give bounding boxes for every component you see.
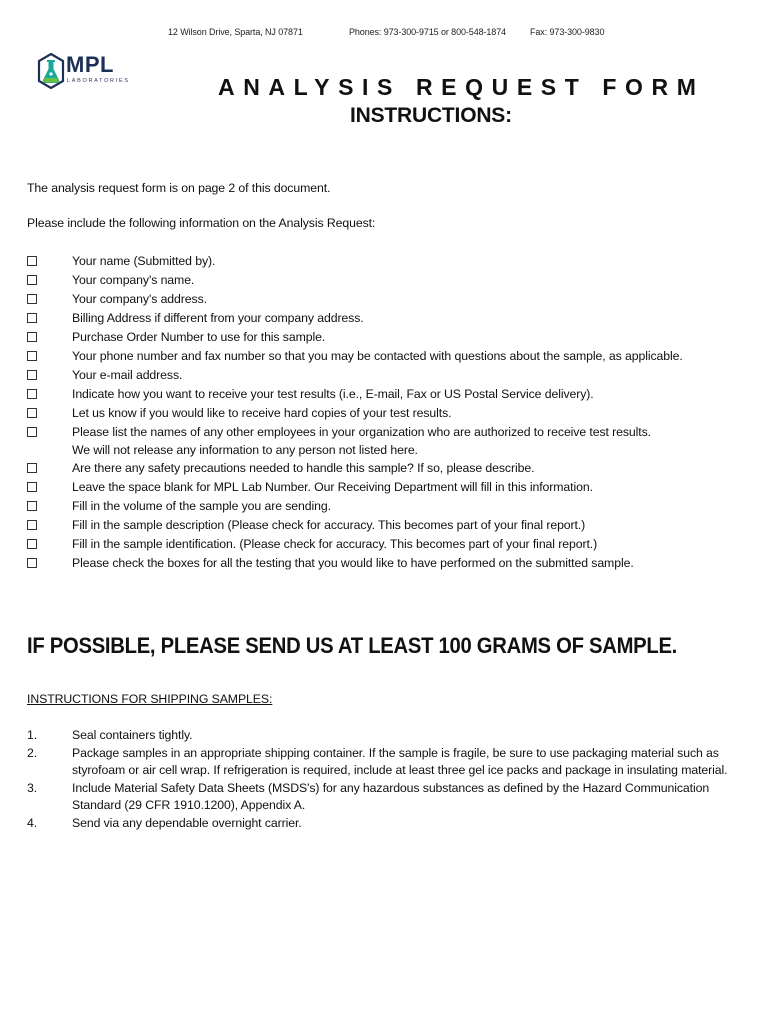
- shipping-step: 3. Include Material Safety Data Sheets (MSDS's) for any hazardous substances as defined by the Hazard Communication Standard (29 CFR 1910.1200), Appendix A.: [27, 780, 710, 812]
- checkbox[interactable]: [27, 408, 37, 418]
- checklist-item: Please list the names of any other employees in your organization who are authorized to receive test results. We will not release any information to any person not listed here.: [27, 424, 747, 460]
- checklist-item: Leave the space blank for MPL Lab Number. Our Receiving Department will fill in this information.: [27, 479, 747, 498]
- shipping-heading: INSTRUCTIONS FOR SHIPPING SAMPLES:: [27, 692, 273, 706]
- checklist-item: Fill in the volume of the sample you are sending.: [27, 498, 747, 517]
- checkbox[interactable]: [27, 294, 37, 304]
- company-fax: Fax: 973-300-9830: [530, 27, 605, 37]
- checkbox[interactable]: [27, 351, 37, 361]
- company-phones: Phones: 973-300-9715 or 800-548-1874: [349, 27, 507, 37]
- checkbox[interactable]: [27, 313, 37, 323]
- shipping-step: 4. Send via any dependable overnight carrier.: [27, 815, 302, 830]
- shipping-step: 1. Seal containers tightly.: [27, 728, 193, 742]
- checklist-item: Indicate how you want to receive your test results (i.e., E-mail, Fax or US Postal Service delivery).: [27, 386, 747, 405]
- intro-line-2: Please include the following information on the Analysis Request:: [27, 216, 376, 230]
- checkbox[interactable]: [27, 256, 37, 266]
- shipping-step: 2. Package samples in an appropriate shipping container. If the sample is fragile, be sure to use packaging material such as styrofoam or air cell wrap. If refrigeration is required, include at least three gel ice packs and package in insulating material.: [27, 745, 728, 777]
- intro-line-1: The analysis request form is on page 2 of this document.: [27, 181, 331, 195]
- checklist-item: Purchase Order Number to use for this sample.: [27, 329, 747, 348]
- checklist-item: Fill in the sample description (Please check for accuracy. This becomes part of your final report.): [27, 517, 747, 536]
- checklist-item: Your company's name.: [27, 272, 747, 291]
- checkbox[interactable]: [27, 558, 37, 568]
- checklist-item: Your phone number and fax number so that you may be contacted with questions about the sample, as applicable.: [27, 348, 747, 367]
- checklist-item: Your company's address.: [27, 291, 747, 310]
- checklist-item: Billing Address if different from your company address.: [27, 310, 747, 329]
- checklist-item: Are there any safety precautions needed to handle this sample? If so, please describe.: [27, 460, 747, 479]
- checkbox[interactable]: [27, 520, 37, 530]
- checkbox[interactable]: [27, 427, 37, 437]
- checklist-item: Your e-mail address.: [27, 367, 747, 386]
- checkbox[interactable]: [27, 275, 37, 285]
- checklist-item: Fill in the sample identification. (Please check for accuracy. This becomes part of your final report.): [27, 536, 747, 555]
- checkbox[interactable]: [27, 370, 37, 380]
- logo-subtitle: LABORATORIES: [67, 78, 130, 84]
- lab-flask-icon: [36, 52, 66, 92]
- checklist-item: Your name (Submitted by).: [27, 253, 747, 272]
- sample-size-notice: IF POSSIBLE, PLEASE SEND US AT LEAST 100 GRAMS OF SAMPLE.: [27, 633, 678, 658]
- checkbox[interactable]: [27, 501, 37, 511]
- checklist-item: Let us know if you would like to receive hard copies of your test results.: [27, 405, 747, 424]
- letterhead-contact-line: [0, 27, 770, 41]
- checkbox[interactable]: [27, 539, 37, 549]
- shipping-steps-list: [27, 727, 747, 832]
- checklist-item: Please check the boxes for all the testing that you would like to have performed on the submitted sample.: [27, 555, 747, 574]
- page-title: ANALYSIS REQUEST FORM: [218, 74, 705, 100]
- mpl-logo: [36, 52, 136, 92]
- checkbox[interactable]: [27, 463, 37, 473]
- company-address: 12 Wilson Drive, Sparta, NJ 07871: [168, 27, 303, 37]
- checkbox[interactable]: [27, 389, 37, 399]
- page-subtitle: INSTRUCTIONS:: [350, 104, 512, 127]
- checkbox[interactable]: [27, 482, 37, 492]
- checkbox[interactable]: [27, 332, 37, 342]
- logo-wordmark: MPL: [66, 52, 114, 77]
- info-checklist: [27, 253, 747, 574]
